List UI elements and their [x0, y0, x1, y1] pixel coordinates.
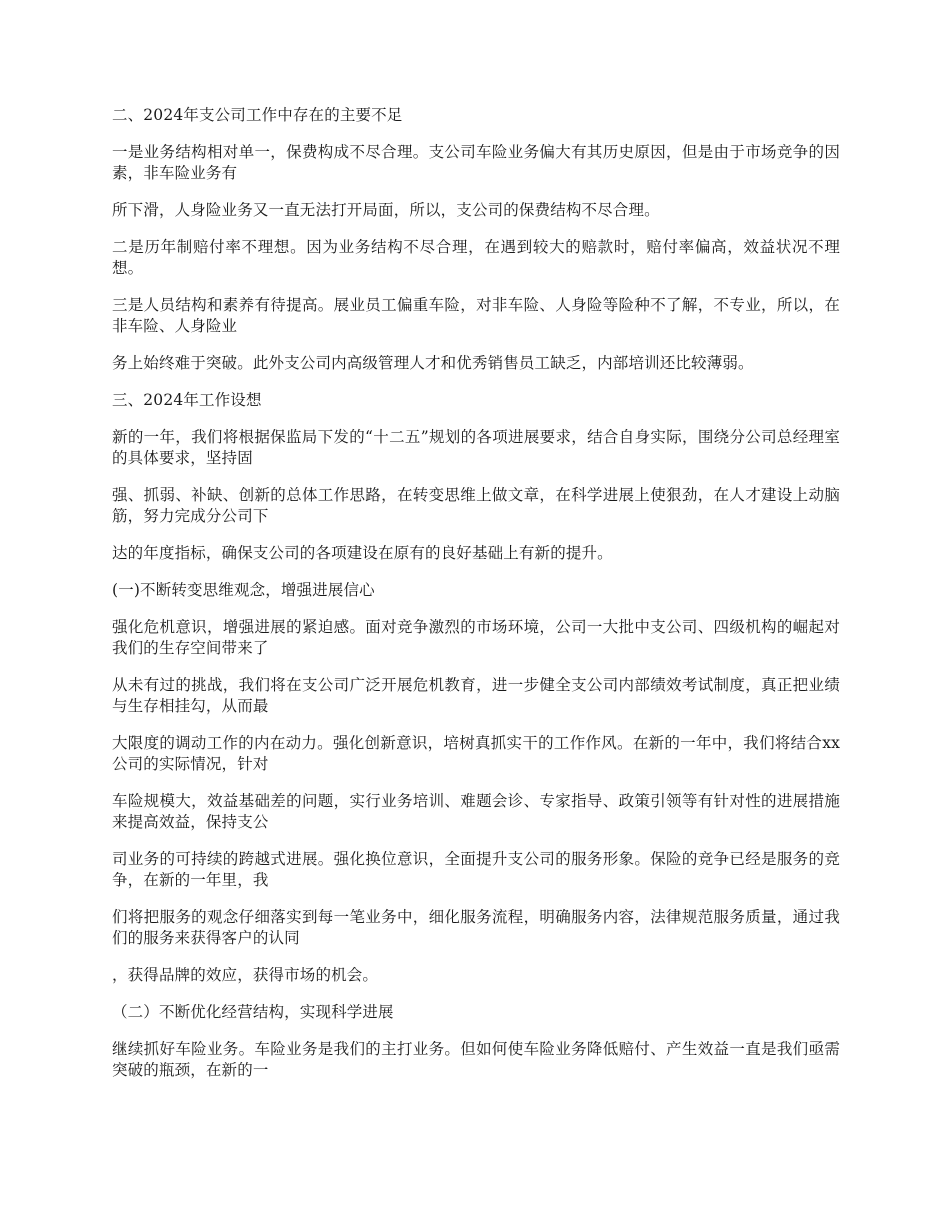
paragraph: 务上始终难于突破。此外支公司内高级管理人才和优秀销售员工缺乏，内部培训还比较薄弱。: [112, 354, 754, 372]
subsection-heading-1: (一)不断转变思维观念，增强进展信心: [112, 581, 375, 599]
paragraph: 继续抓好车险业务。车险业务是我们的主打业务。但如何使车险业务降低赔付、产生效益一直是我们亟需突破的瓶颈，在新的一: [112, 1040, 840, 1079]
paragraph: 大限度的调动工作的内在动力。强化创新意识，培树真抓实干的工作作风。在新的一年中，我们将结合xx公司的实际情况，针对: [112, 734, 840, 773]
document-page: [112, 105, 840, 1097]
paragraph: 从未有过的挑战，我们将在支公司广泛开展危机教育，进一步健全支公司内部绩效考试制度，真正把业绩与生存相挂勾，从而最: [112, 676, 840, 715]
paragraph: 们将把服务的观念仔细落实到每一笔业务中，细化服务流程，明确服务内容，法律规范服务质量，通过我们的服务来获得客户的认同: [112, 908, 840, 947]
section-heading-3: 三、2024年工作设想: [112, 391, 262, 409]
paragraph: 所下滑，人身险业务又一直无法打开局面，所以，支公司的保费结构不尽合理。: [112, 201, 660, 219]
subsection-heading-2: （二）不断优化经营结构，实现科学进展: [112, 1003, 394, 1021]
paragraph: 车险规模大，效益基础差的问题，实行业务培训、难题会诊、专家指导、政策引领等有针对性的进展措施来提高效益，保持支公: [112, 792, 840, 831]
paragraph: 二是历年制赔付率不理想。因为业务结构不尽合理，在遇到较大的赔款时，赔付率偏高，效益状况不理想。: [112, 238, 840, 277]
section-heading-2: 二、2024年支公司工作中存在的主要不足: [112, 106, 403, 124]
paragraph: 达的年度指标，确保支公司的各项建设在原有的良好基础上有新的提升。: [112, 544, 613, 562]
paragraph: 三是人员结构和素养有待提高。展业员工偏重车险，对非车险、人身险等险种不了解，不专业，所以，在非车险、人身险业: [112, 296, 840, 335]
paragraph: ，获得品牌的效应，获得市场的机会。: [112, 966, 379, 984]
paragraph: 强、抓弱、补缺、创新的总体工作思路，在转变思维上做文章，在科学进展上使狠劲，在人才建设上动脑筋，努力完成分公司下: [112, 486, 840, 525]
paragraph: 新的一年，我们将根据保监局下发的“十二五”规划的各项进展要求，结合自身实际，围绕分公司总经理室的具体要求，坚持固: [112, 428, 840, 467]
paragraph: 强化危机意识，增强进展的紧迫感。面对竞争激烈的市场环境，公司一大批中支公司、四级机构的崛起对我们的生存空间带来了: [112, 618, 840, 657]
paragraph: 一是业务结构相对单一，保费构成不尽合理。支公司车险业务偏大有其历史原因，但是由于市场竞争的因素，非车险业务有: [112, 143, 840, 182]
paragraph: 司业务的可持续的跨越式进展。强化换位意识，全面提升支公司的服务形象。保险的竞争已经是服务的竞争，在新的一年里，我: [112, 850, 840, 889]
